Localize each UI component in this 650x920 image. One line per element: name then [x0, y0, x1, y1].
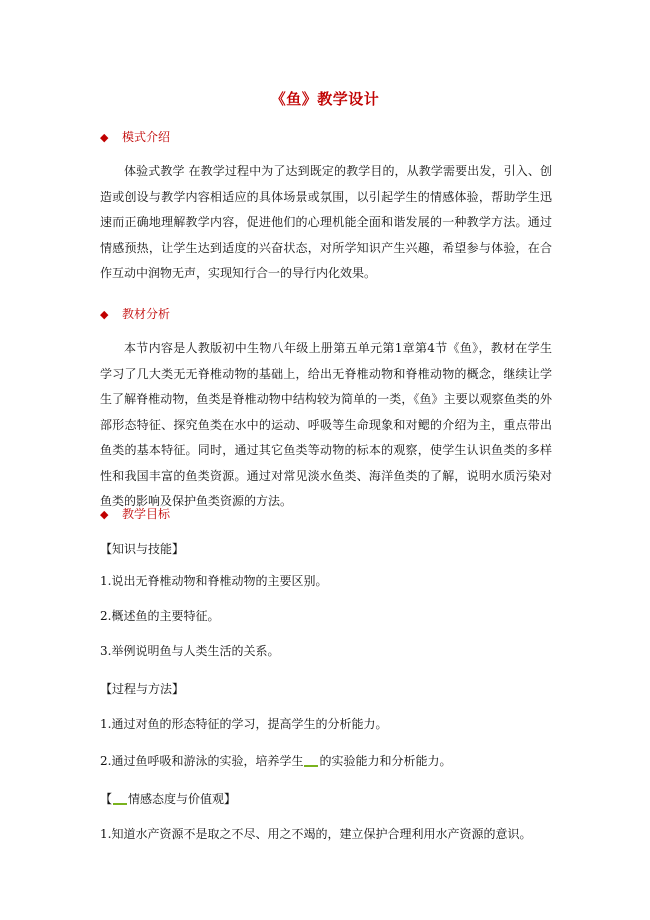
- emotion-heading-text: 情感态度与价值观】: [128, 792, 237, 806]
- emotion-heading: [100, 790, 560, 807]
- process-item: [100, 752, 560, 769]
- section-heading-goals: [100, 505, 170, 522]
- knowledge-item: 2.概述鱼的主要特征。: [100, 609, 220, 623]
- edit-mark: [304, 765, 318, 767]
- page-title: 《鱼》教学设计: [270, 90, 380, 108]
- diamond-bullet-icon: ◆: [100, 508, 109, 521]
- section-heading-label: 教材分析: [122, 307, 171, 321]
- knowledge-heading: 【知识与技能】: [100, 542, 185, 556]
- diamond-bullet-icon: ◆: [100, 308, 109, 321]
- process-item-text-start: 2.通过鱼呼吸和游泳的实验，培养学生: [100, 754, 304, 768]
- process-heading: 【过程与方法】: [100, 682, 185, 696]
- mode-paragraph: 体验式教学 在教学过程中为了达到既定的教学目的，从教学需要出发，引入、创造或创设与教学内容相适应的具体场景或氛围，以引起学生的情感体验，帮助学生迅速而正确地理解教学内容，促进他们的心理机能全面和谐发展的一种教学方法。通过情感预热，让学生达到适度的兴奋状态，对所学知识产生兴趣，希望参与体验，在合作互动中润物无声，实现知行合一的导行内化效果。: [100, 164, 552, 280]
- process-item-text-end: 的实验能力和分析能力。: [319, 754, 452, 768]
- material-paragraph: 本节内容是人教版初中生物八年级上册第五单元第1章第4节《鱼》，教材在学生学习了几大类无无脊椎动物的基础上，给出无脊椎动物和脊椎动物的概念，继续让学生了解脊椎动物，鱼类是脊椎动物中结构较为简单的一类，《鱼》主要以观察鱼类的外部形态特征、探究鱼类在水中的运动、呼吸等生命现象和对鳃的介绍为主，重点带出鱼类的基本特征。同时，通过其它鱼类等动物的标本的观察，使学生认识鱼类的多样性和我国丰富的鱼类资源。通过对常见淡水鱼类、海洋鱼类的了解，说明水质污染对鱼类的影响及保护鱼类资源的方法。: [100, 341, 552, 508]
- edit-mark: [113, 803, 127, 805]
- process-item: 1.通过对鱼的形态特征的学习，提高学生的分析能力。: [100, 717, 388, 731]
- emotion-item: 1.知道水产资源不是取之不尽、用之不竭的，建立保护合理利用水产资源的意识。: [100, 827, 532, 841]
- section-heading-label: 教学目标: [122, 507, 171, 521]
- emotion-heading-bracket: 【: [100, 792, 113, 806]
- section-heading-material: [100, 305, 170, 322]
- diamond-bullet-icon: ◆: [100, 131, 109, 144]
- section-heading-mode: [100, 128, 170, 145]
- section-heading-label: 模式介绍: [122, 130, 171, 144]
- knowledge-item: 3.举例说明鱼与人类生活的关系。: [100, 644, 280, 658]
- knowledge-item: 1.说出无脊椎动物和脊椎动物的主要区别。: [100, 574, 328, 588]
